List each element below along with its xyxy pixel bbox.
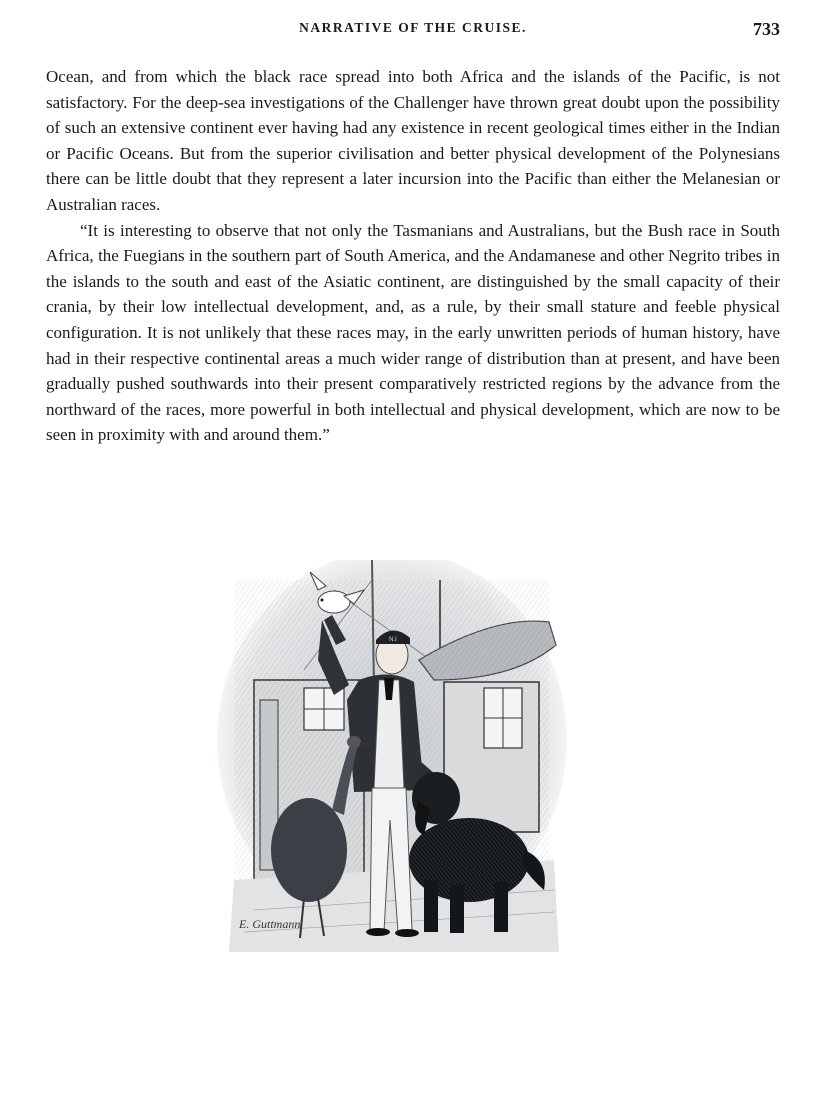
engraving-svg — [214, 560, 569, 952]
artist-signature: E. Guttmann — [239, 917, 301, 931]
body-text — [46, 64, 780, 448]
cap-ribbon-text: N.I — [389, 637, 397, 643]
engraving-illustration — [214, 560, 569, 952]
paragraph-continued: Ocean, and from which the black race spread into both Africa and the islands of the Pacific, is not satisfactory. For the deep-sea investigations of the Challenger have thrown great doubt upon the possibility of such an extensive continent ever having had any existence in recent geological times either in the Indian or Pacific Oceans. But from the superior civilisation and better physical development of the Polynesians there can be little doubt that they represent a later incursion into the Pacific than either the Melanesian or Australian races. — [46, 67, 780, 214]
running-title: NARRATIVE OF THE CRUISE. — [299, 20, 527, 35]
paragraph-quotation: “It is interesting to observe that not only the Tasmanians and Australians, but the Bush race in South Africa, the Fuegians in the southern part of South America, and the Andamanese and other Negrito tribes in the islands to the south and east of the Asiatic continent, are distinguished by the small capacity of their crania, by their low intellectual development, and, as a rule, by their small stature and feeble physical configuration. It is not unlikely that these races may, in the early unwritten periods of human history, have had in their respective continental areas a much wider range of distribution than at present, and have been gradually pushed southwards into their present comparatively restricted regions by the advance from the northward of the races, more powerful in both intellectual and physical development, which are now to be seen in proximity with and around them.” — [46, 220, 780, 445]
page-header — [46, 20, 780, 44]
page-number: 733 — [753, 19, 780, 39]
